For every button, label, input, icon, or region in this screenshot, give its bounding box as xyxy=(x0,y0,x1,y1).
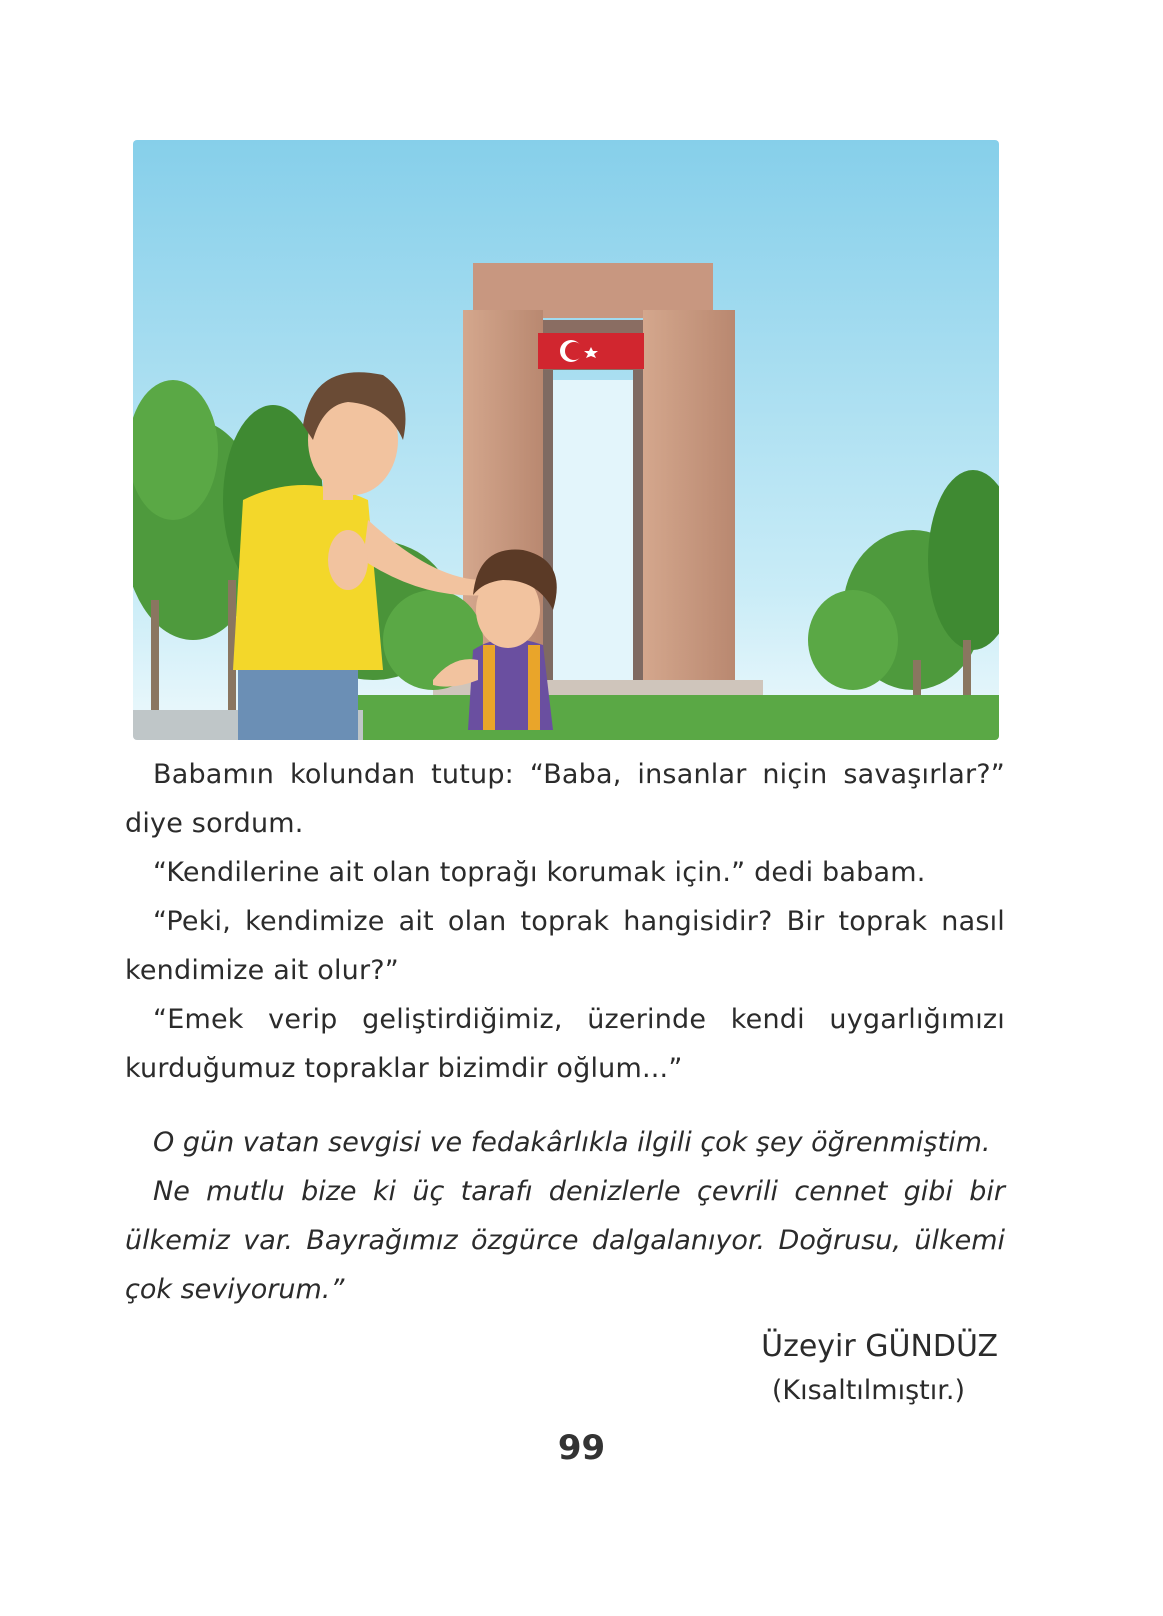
story-text xyxy=(125,750,1005,1093)
paragraph-1: Babamın kolundan tutup: “Baba, insanlar niçin savaşırlar?” diye sordum. xyxy=(125,759,1005,839)
page-number: 99 xyxy=(557,1428,606,1468)
hedge xyxy=(333,695,999,740)
paragraph-3: “Peki, kendimize ait olan toprak hangisidir? Bir toprak nasıl kendimize ait olur?” xyxy=(125,906,1005,986)
turkish-flag xyxy=(538,333,644,369)
closing-text xyxy=(125,1118,1005,1314)
paragraph-4: “Emek verip geliştirdiğimiz, üzerinde kendi uygarlığımızı kurduğumuz topraklar bizimdir oğlum...” xyxy=(125,1004,1005,1084)
italic-paragraph-2: Ne mutlu bize ki üç tarafı denizlerle çevrili cennet gibi bir ülkemiz var. Bayrağımız özgürce dalgalanıyor. Doğrusu, ülkemi çok seviyorum.” xyxy=(125,1176,1005,1305)
paragraph-2: “Kendilerine ait olan toprağı korumak için.” dedi babam. xyxy=(153,857,926,888)
italic-paragraph-1: O gün vatan sevgisi ve fedakârlıkla ilgili çok şey öğrenmiştim. xyxy=(153,1127,991,1158)
abridged-note: (Kısaltılmıştır.) xyxy=(771,1375,965,1406)
author-name: Üzeyir GÜNDÜZ xyxy=(761,1329,998,1364)
illustration xyxy=(133,140,999,740)
